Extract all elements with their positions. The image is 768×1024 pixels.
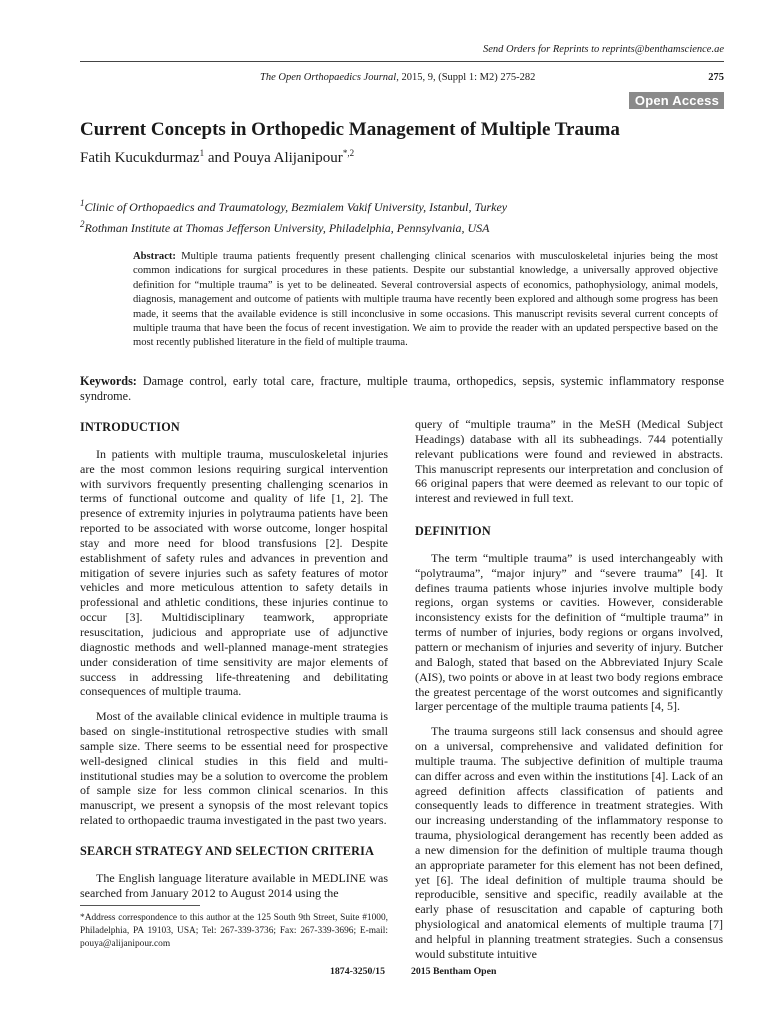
correspondence-footnote: *Address correspondence to this author at the 125 South 9th Street, Suite #1000, Philadelphia, PA 19103, USA; Tel: 267-339-3736; Fax: 267-339-3696; E-mail: pouya@alijanipour.com bbox=[80, 913, 388, 949]
open-access-badge: Open Access bbox=[629, 92, 724, 109]
affiliation-1-mark: 1 bbox=[80, 198, 85, 208]
abstract-text: Multiple trauma patients frequently present challenging clinical scenarios with musculoskeletal injuries being the most common indications for surgical procedures in these patients. Despite our substantial knowledge, a universally approved objective definition for “multiple trauma” is yet to be delineated. Several controversial aspects of economics, pathophysiology, animal models, diagnosis, management and outcome of patients with multiple trauma have recently been explored and although some progress has been made, it seems that the available evidence is still inconclusive in some occasions. This manuscript revisits several current concepts of multiple trauma that have been the focus of recent investigation. We aim to provide the reader with an updated perspective based on the most recently published literature in the field of multiple trauma. bbox=[133, 251, 718, 349]
publisher-copyright: 2015 Bentham Open bbox=[410, 966, 497, 977]
affiliation-1-text: Clinic of Orthopaedics and Traumatology, Bezmialem Vakif University, Istanbul, Turkey bbox=[84, 200, 508, 214]
journal-title: The Open Orthopaedics Journal bbox=[260, 72, 397, 83]
author-2[interactable]: and Pouya Alijanipour bbox=[204, 150, 343, 166]
issn: 1874-3250/15 bbox=[330, 966, 385, 977]
author-line bbox=[80, 150, 354, 167]
search-strategy-continuation: query of “multiple trauma” in the MeSH (Medical Subject Headings) database with all its subheadings. 744 potentially relevant publications were found and reviewed in abstracts. This manuscript represents our interpretation and conclusion of 66 original papers that were deemed as relevant to our topic of interest and reviewed in full text. bbox=[415, 417, 723, 506]
citation-details: , 2015, 9, (Suppl 1: M2) 275-282 bbox=[396, 72, 536, 83]
author-2-affiliation-mark: *,2 bbox=[342, 148, 355, 158]
left-column bbox=[80, 420, 388, 910]
footnote-divider bbox=[80, 905, 200, 906]
page-number: 275 bbox=[708, 72, 724, 83]
affiliation-2 bbox=[80, 221, 489, 236]
header-divider bbox=[80, 61, 724, 62]
search-strategy-paragraph: The English language literature available in MEDLINE was searched from January 2012 to August 2014 using the bbox=[80, 870, 388, 900]
introduction-paragraph-2: Most of the available clinical evidence in multiple trauma is based on single-institutional retrospective studies with small sample size. There seems to be essential need for prospective well-designed clinical studies in this field and multi-institutional studies may be a solution to overcome the problem of sample size for less common clinical scenarios. In this manuscript, we present a synopsis of the most relevant topics related to orthopaedic trauma investigated in the past two years. bbox=[80, 709, 388, 828]
definition-paragraph-1: The term “multiple trauma” is used interchangeably with “polytrauma”, “major injury” and “severe trauma” [4]. It defines trauma patients whose injuries involve multiple body regions, organ systems or cavities. However, considerable inconsistency exists for the definition of “multiple trauma” in terms of number of injuries, body regions or organs involved, pattern or mechanism of injuries and severity of injury. Butcher and Balogh, stated that based on the Abbreviated Injury Scale (AIS), two points or above in at least two body regions embrace the greatest percentage of the worst outcomes and significantly larger percentage of the multiple trauma patients [4, 5]. bbox=[415, 550, 723, 714]
affiliation-1 bbox=[80, 200, 507, 215]
affiliation-2-text: Rothman Institute at Thomas Jefferson University, Philadelphia, Pennsylvania, USA bbox=[84, 221, 490, 235]
affiliation-2-mark: 2 bbox=[80, 219, 85, 229]
page-footer bbox=[330, 966, 522, 977]
abstract bbox=[133, 250, 718, 351]
abstract-label: Abstract: bbox=[133, 251, 176, 262]
section-heading-search-strategy: SEARCH STRATEGY AND SELECTION CRITERIA bbox=[80, 843, 375, 858]
definition-paragraph-2: The trauma surgeons still lack consensus and should agree on a universal, comprehensive and validated definition for multiple trauma. The subjective definition of multiple trauma can differ across and even within the institutions [4]. Lack of an agreed definition affects classification of patients and consequently leads to difference in treatment strategies. With our increasing understanding of the inflammatory response to trauma, physiological derangement has recently been added as a new dimension for the definition of multiple trauma though an appropriate parameter for this element has not been defined, yet [6]. The ideal definition of multiple trauma should be reproducible, sensitive and specific, readily available at the early phase of resuscitation and capable of capturing both physiological and anatomical elements of multiple trauma [7] and helpful in planning treatment strategies. Such a consensus would substitute intuitive bbox=[415, 724, 723, 961]
article-title: Current Concepts in Orthopedic Management of Multiple Trauma bbox=[80, 119, 620, 140]
keywords-text: Damage control, early total care, fracture, multiple trauma, orthopedics, sepsis, systemic inflammatory response syndrome. bbox=[80, 374, 725, 403]
section-heading-definition: DEFINITION bbox=[415, 524, 491, 539]
reprints-notice: Send Orders for Reprints to reprints@benthamscience.ae bbox=[482, 44, 724, 55]
author-1[interactable]: Fatih Kucukdurmaz bbox=[80, 150, 200, 166]
introduction-paragraph-1: In patients with multiple trauma, musculoskeletal injuries are the most common lesions requiring surgical intervention with survivors frequently presenting challenging scenarios in terms of functional outcome and quality of life [1, 2]. The presence of extremity injuries in polytrauma patients have been reported to be associated with worse outcome, longer hospital stay and more need for blood transfusions [2]. Despite establishment of safety rules and advances in prevention and mitigation of severe injuries such as safety features of motor vehicles and more meticulous attention to safety details in professional and athletic conditions, these injuries continue to occur [3]. Multidisciplinary teamwork, appropriate resuscitation, judicious and appropriate use of adjunctive diagnostic methods and well-planned manage-ment strategies under consideration of time sensitivity are major elements of success in addressing life-threatening and debilitating consequences of multiple trauma. bbox=[80, 446, 388, 699]
author-1-affiliation-mark: 1 bbox=[199, 148, 205, 158]
keywords-label: Keywords: bbox=[80, 374, 137, 388]
right-column bbox=[415, 417, 723, 972]
journal-citation bbox=[260, 72, 535, 83]
section-heading-introduction: INTRODUCTION bbox=[80, 420, 180, 434]
keywords bbox=[80, 374, 724, 404]
